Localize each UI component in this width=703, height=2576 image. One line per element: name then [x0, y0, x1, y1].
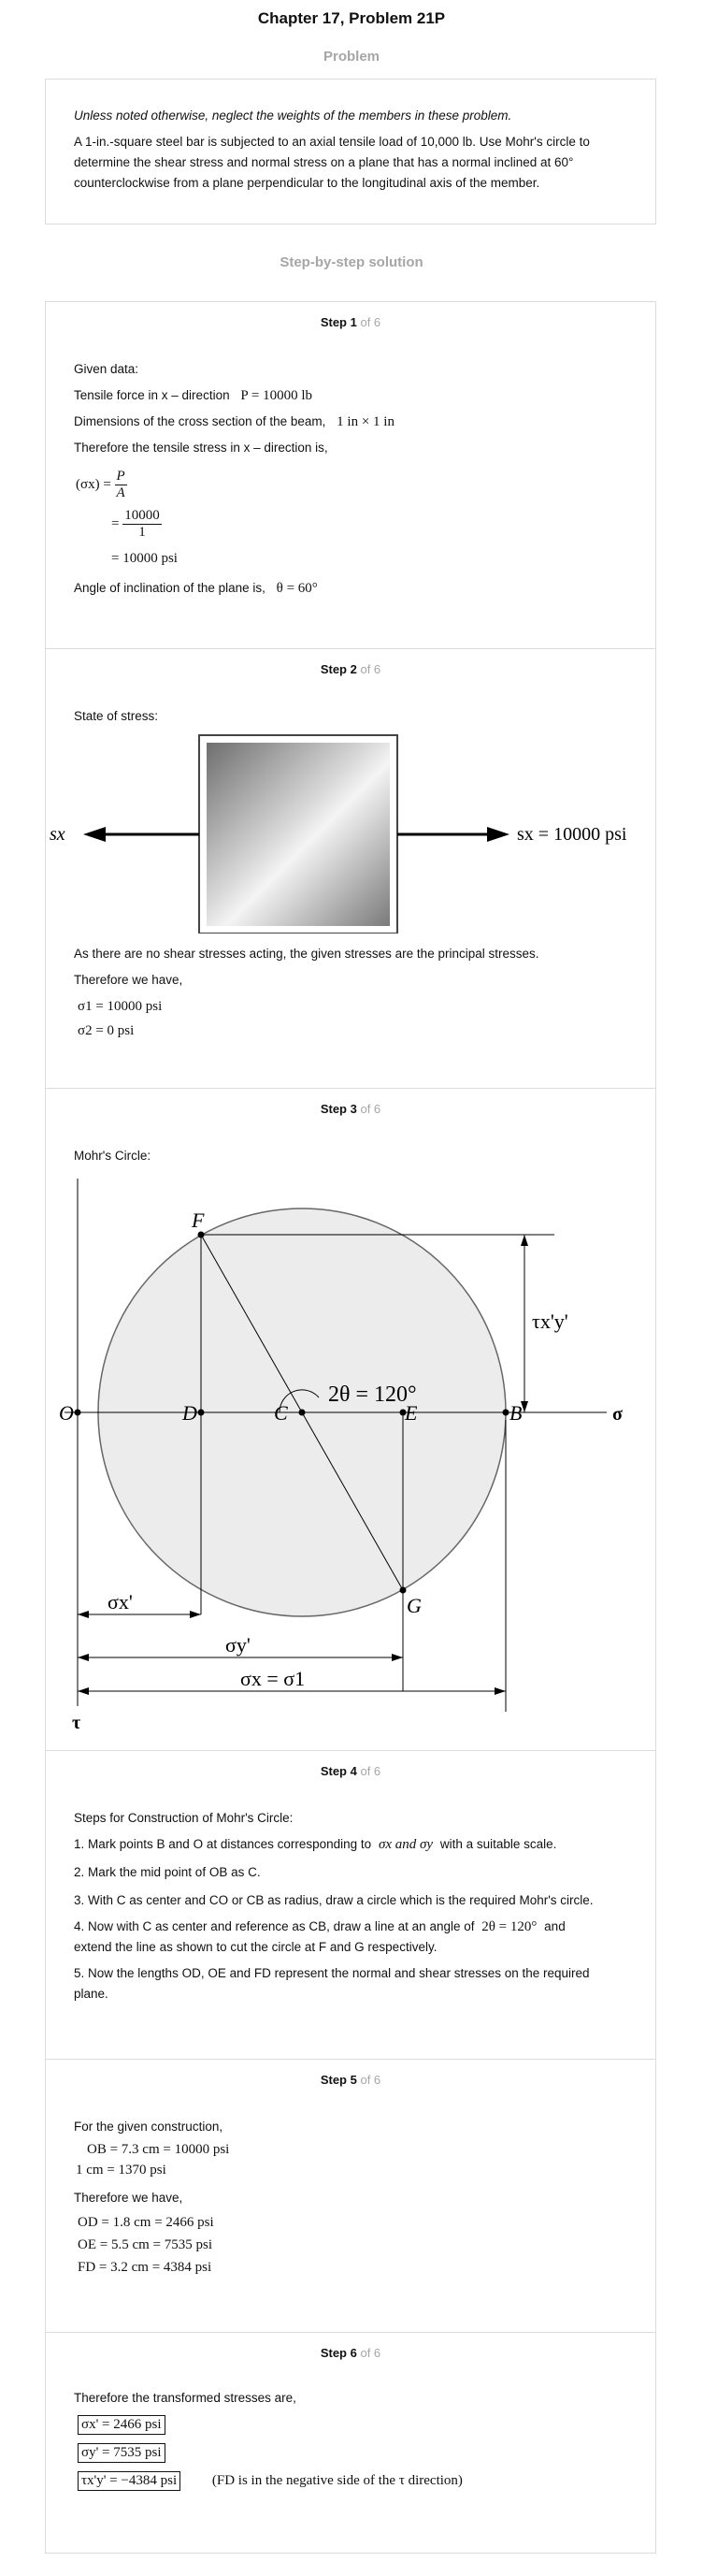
eq-fraction-1: $\frac{P}{A}$	[116, 469, 125, 500]
construction-item-5-cont: plane.	[74, 1987, 108, 2001]
construction-given: For the given construction,	[74, 2120, 223, 2134]
point-b	[503, 1410, 509, 1416]
oe-value: OE = 5.5 cm = 7535 psi	[78, 2237, 212, 2252]
mohr-circle-diagram	[46, 1171, 655, 1742]
step-4-label: Step 4 of 6	[320, 1764, 381, 1778]
sx-left-label: sx	[50, 824, 65, 845]
problem-note: Unless noted otherwise, neglect the weights of the members in these problem.	[74, 109, 512, 123]
od-value: OD = 1.8 cm = 2466 psi	[78, 2215, 214, 2230]
page-title: Chapter 17, Problem 21P	[257, 9, 446, 27]
step-4	[46, 1750, 655, 2059]
solution-heading: Step-by-step solution	[280, 254, 423, 270]
result-sigma-y-prime: σy' = 7535 psi	[78, 2443, 165, 2463]
dims-row	[74, 414, 395, 430]
sigma1-value: σ1 = 10000 psi	[78, 999, 163, 1014]
problem-text-line-3: counterclockwise from a plane perpendicular to the longitudinal axis of the member.	[74, 176, 540, 190]
angle-row	[74, 581, 318, 597]
result-tau-xy: τx'y' = −4384 psi (FD is in the negative side of the τ direction)	[78, 2471, 463, 2491]
sx-right-label: sx = 10000 psi	[517, 824, 627, 845]
point-c	[299, 1410, 306, 1416]
point-o	[75, 1410, 81, 1416]
dims-value: 1 in × 1 in	[337, 414, 395, 429]
sx-prime-label: σx'	[108, 1590, 133, 1614]
transformed-intro: Therefore the transformed stresses are,	[74, 2391, 296, 2405]
fd-note: (FD is in the negative side of the τ direction)	[211, 2473, 463, 2488]
label-c: C	[274, 1401, 288, 1425]
fd-value: FD = 3.2 cm = 4384 psi	[78, 2260, 212, 2275]
step-3	[46, 1088, 655, 1750]
tau-arrow-up	[521, 1235, 528, 1246]
sigma-axis-label: σ	[612, 1404, 623, 1425]
ob-value: OB = 7.3 cm = 10000 psi	[87, 2142, 230, 2157]
eq-lhs: (σx) =	[76, 476, 111, 492]
result-sigma-x-prime: σx' = 2466 psi	[78, 2415, 165, 2435]
construction-item-1: 1. Mark points B and O at distances corresponding to σx and σy with a suitable scale.	[74, 1837, 557, 1852]
stress-element-diagram	[46, 728, 655, 933]
bar-element	[207, 743, 390, 926]
scale-value: 1 cm = 1370 psi	[76, 2163, 166, 2178]
step-1	[46, 302, 655, 648]
step-1-label: Step 1 of 6	[320, 315, 381, 329]
solution-card	[45, 301, 656, 2554]
therefore-text-2: Therefore we have,	[74, 973, 183, 987]
point-g	[400, 1587, 407, 1594]
force-row	[74, 388, 312, 404]
dim-sx-prime-arrow-left	[78, 1611, 89, 1618]
label-b: B	[509, 1401, 523, 1425]
construction-item-3: 3. With C as center and CO or CB as radius, draw a circle which is the required Mohr's circle.	[74, 1893, 594, 1907]
angle-label: 2θ = 120°	[328, 1382, 417, 1407]
given-data-text: Given data:	[74, 362, 139, 376]
dim-sy-prime-arrow-left	[78, 1654, 89, 1661]
angle-value: θ = 60°	[276, 581, 318, 596]
problem-text-line-1: A 1-in.-square steel bar is subjected to an axial tensile load of 10,000 lb. Use Mohr's circle to	[74, 135, 590, 149]
step-5	[46, 2059, 655, 2332]
label-f: F	[192, 1208, 205, 1232]
dim-sy-prime-arrow-right	[392, 1654, 403, 1661]
sx-total-label: σx = σ1	[240, 1667, 306, 1690]
label-d: D	[182, 1401, 197, 1425]
step-3-label: Step 3 of 6	[320, 1102, 381, 1116]
step-2	[46, 648, 655, 1088]
label-g: G	[407, 1594, 422, 1617]
problem-text-line-2: determine the shear stress and normal stress on a plane that has a normal inclined at 60°	[74, 155, 574, 169]
dim-sx-total-arrow-left	[78, 1687, 89, 1695]
step-5-label: Step 5 of 6	[320, 2073, 381, 2087]
force-value: P = 10000 lb	[240, 388, 313, 403]
left-arrow-head	[83, 827, 106, 842]
tau-axis-label: τ	[72, 1713, 81, 1733]
sigma2-value: σ2 = 0 psi	[78, 1023, 135, 1038]
problem-card	[45, 79, 656, 224]
point-d	[198, 1410, 205, 1416]
force-label: Tensile force in x – direction	[74, 388, 230, 402]
eq-fraction-2: $\frac{10000}{1}$	[124, 508, 160, 540]
problem-heading: Problem	[323, 49, 380, 65]
label-e: E	[405, 1401, 418, 1425]
step-6	[46, 2332, 655, 2553]
stress-equation-step-2: = $\frac{10000}{1}$	[111, 508, 160, 540]
construction-item-2: 2. Mark the mid point of OB as C.	[74, 1865, 261, 1879]
construction-intro: Steps for Construction of Mohr's Circle:	[74, 1811, 294, 1825]
stress-equation	[76, 469, 127, 501]
state-of-stress-text: State of stress:	[74, 709, 159, 723]
tau-xy-label: τx'y'	[532, 1310, 568, 1333]
mohr-circle-text: Mohr's Circle:	[74, 1149, 151, 1163]
dim-sx-prime-arrow-right	[190, 1611, 201, 1618]
step-2-label: Step 2 of 6	[320, 662, 381, 676]
construction-item-5: 5. Now the lengths OD, OE and FD represent the normal and shear stresses on the required	[74, 1966, 590, 1980]
sy-prime-label: σy'	[225, 1633, 251, 1657]
no-shear-text: As there are no shear stresses acting, the given stresses are the principal stresses.	[74, 947, 539, 961]
dim-sx-total-arrow-right	[495, 1687, 506, 1695]
right-arrow-head	[487, 827, 509, 842]
therefore-text: Therefore the tensile stress in x – direction is,	[74, 441, 328, 455]
label-o: O	[59, 1401, 74, 1425]
point-f	[198, 1232, 205, 1238]
dims-label: Dimensions of the cross section of the beam,	[74, 414, 326, 428]
angle-label: Angle of inclination of the plane is,	[74, 581, 265, 595]
stress-result: = 10000 psi	[111, 551, 178, 566]
step-6-label: Step 6 of 6	[320, 2346, 381, 2360]
construction-item-4-cont: extend the line as shown to cut the circle at F and G respectively.	[74, 1940, 438, 1954]
therefore-text-3: Therefore we have,	[74, 2191, 183, 2205]
construction-item-4: 4. Now with C as center and reference as CB, draw a line at an angle of 2θ = 120° and	[74, 1919, 566, 1934]
